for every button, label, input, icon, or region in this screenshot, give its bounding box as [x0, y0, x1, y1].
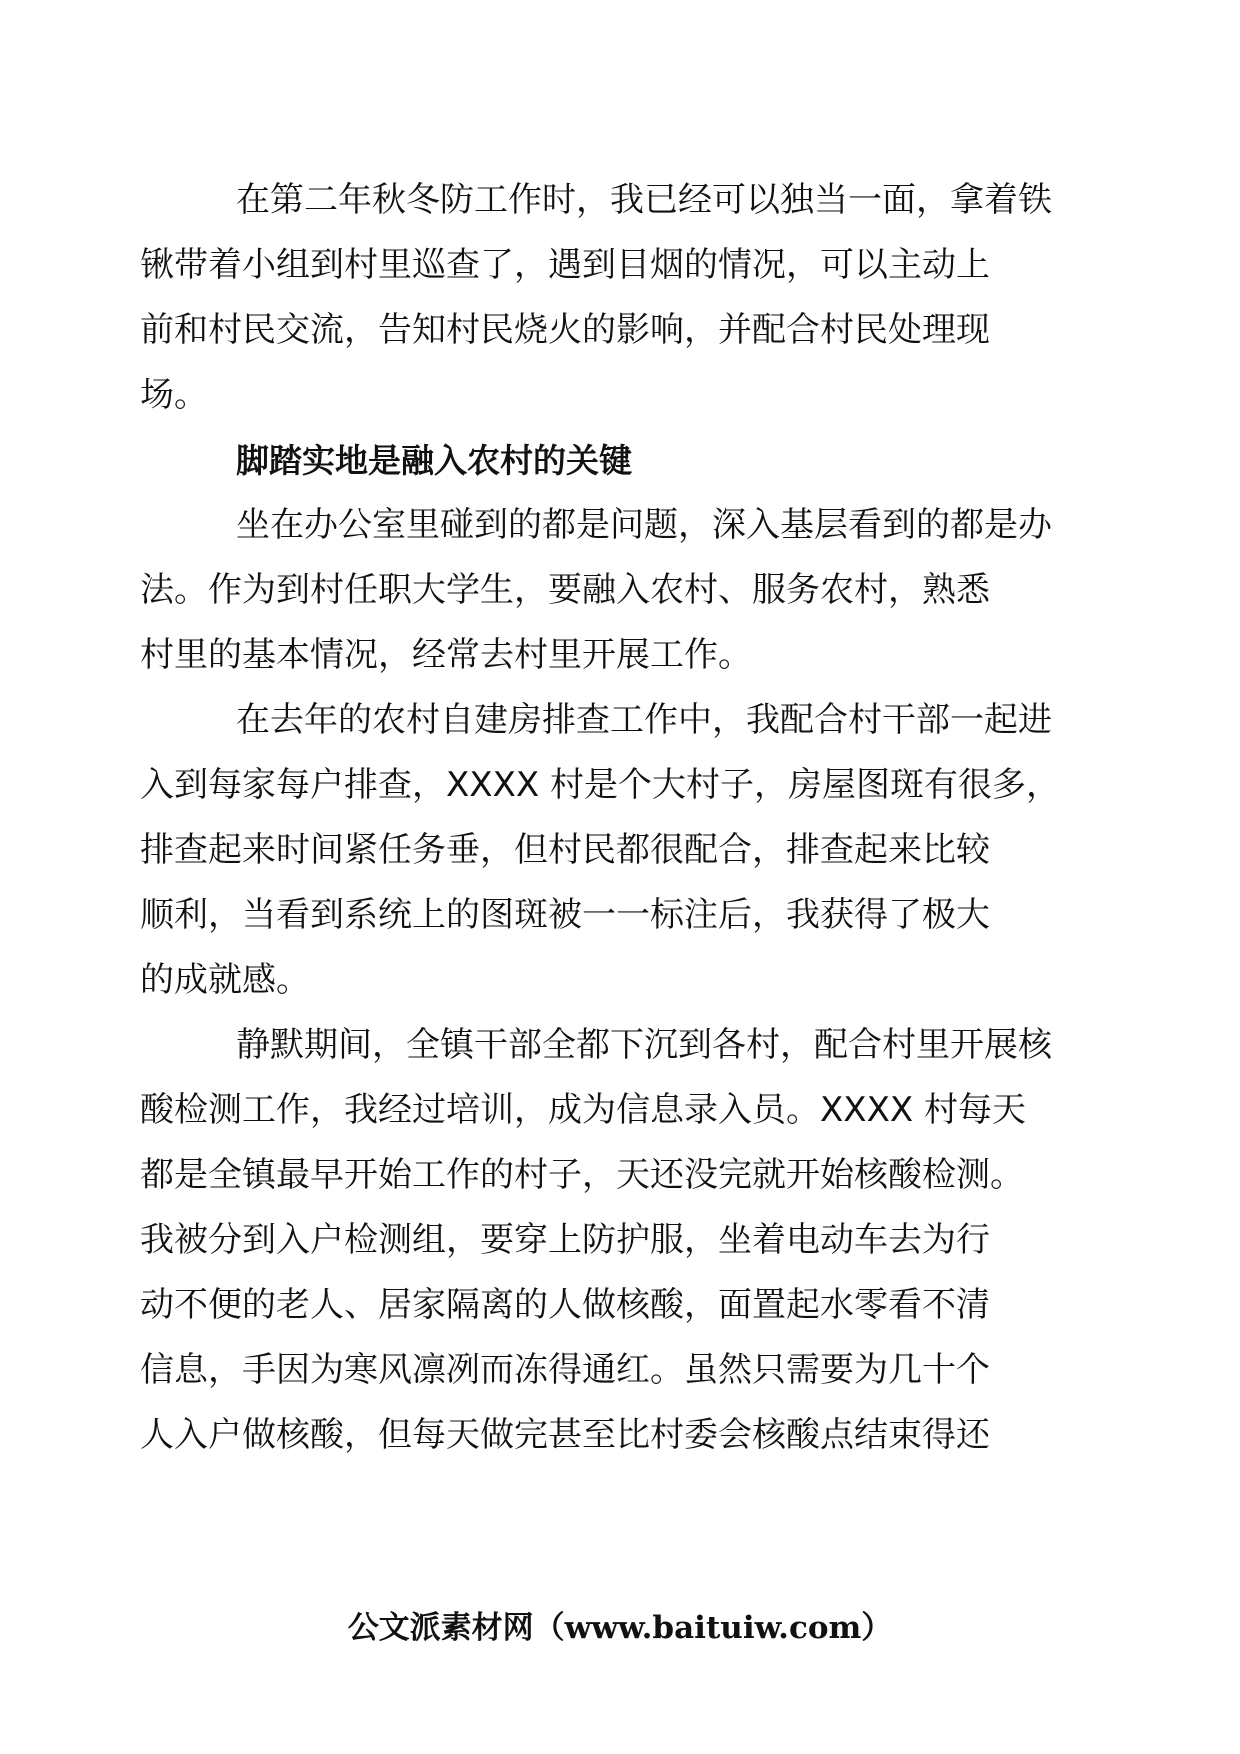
page-footer: 公文派素材网（www.baituiw.com）: [347, 1610, 893, 1646]
text-line: 场。: [140, 375, 208, 415]
text-line: 的成就感。: [140, 960, 310, 1000]
paragraph-3: [140, 688, 1088, 1013]
document-body: [140, 168, 1088, 1468]
text-line: 顺利，当看到系统上的图斑被一一标注后，我获得了极大: [140, 895, 990, 935]
section-heading: 脚踏实地是融入农村的关键: [236, 441, 632, 480]
text-line: 排查起来时间紧任务垂，但村民都很配合，排查起来比较: [140, 830, 990, 870]
text-line: 人入户做核酸，但每天做完甚至比村委会核酸点结束得还: [140, 1415, 990, 1455]
text-line: 前和村民交流，告知村民烧火的影响，并配合村民处理现: [140, 310, 990, 350]
text-line: 动不便的老人、居家隔离的人做核酸，面置起水零看不清: [140, 1285, 990, 1325]
text-line: 都是全镇最早开始工作的村子，天还没完就开始核酸检测。: [140, 1155, 1024, 1195]
paragraph-4: [140, 1013, 1088, 1468]
text-line: 法。作为到村任职大学生，要融入农村、服务农村，熟悉: [140, 570, 990, 610]
text-line: 坐在办公室里碰到的都是问题，深入基层看到的都是办: [236, 505, 1052, 545]
paragraph-1: [140, 168, 1088, 428]
text-line: 入到每家每户排查，XXXX 村是个大村子，房屋图斑有很多，: [140, 765, 1060, 805]
text-line: 锹带着小组到村里巡查了，遇到目烟的情况，可以主动上: [140, 245, 990, 285]
text-line: 村里的基本情况，经常去村里开展工作。: [140, 635, 752, 675]
text-line: 在第二年秋冬防工作时，我已经可以独当一面，拿着铁: [236, 180, 1052, 220]
text-line: 静默期间，全镇干部全都下沉到各村，配合村里开展核: [236, 1025, 1052, 1065]
text-line: 信息，手因为寒风凛冽而冻得通红。虽然只需要为几十个: [140, 1350, 990, 1390]
text-line: 我被分到入户检测组，要穿上防护服，坐着电动车去为行: [140, 1220, 990, 1260]
text-line: 在去年的农村自建房排查工作中，我配合村干部一起进: [236, 700, 1052, 740]
paragraph-2: [140, 493, 1088, 688]
text-line: 酸检测工作，我经过培训，成为信息录入员。XXXX 村每天: [140, 1090, 1026, 1130]
